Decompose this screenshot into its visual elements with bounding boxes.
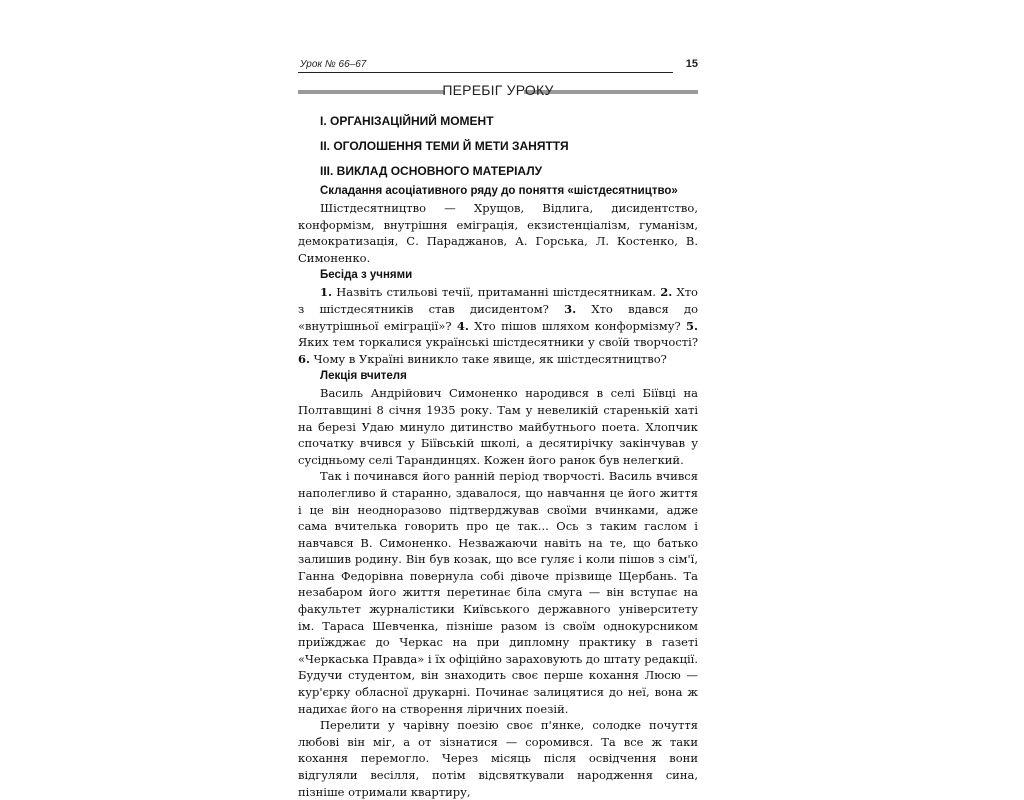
associative-paragraph: Шістдесятництво — Хрущов, Відлига, дисидентство, конформізм, внутрішня еміграція, екзистенціалізм, гуманізм, демократизація, С. Параджанов, А. Горська, Л. Костенко, В. Симоненко.: [298, 201, 698, 265]
conversation-heading: Бесіда з учнями: [320, 269, 413, 282]
question-number: 1.: [320, 285, 333, 300]
book-page: [298, 55, 698, 800]
question-number: 3.: [564, 301, 577, 316]
question-number: 2.: [660, 285, 673, 300]
associative-heading: Складання асоціативного ряду до поняття «шістдесятництво»: [320, 185, 678, 197]
running-head: [298, 55, 698, 75]
section-banner: [298, 81, 698, 101]
lecture-paragraph: Так і починався його ранній період творчості. Василь вчився наполегливо й старанно, здавалося, що навчання це його життя і це він неодноразово підтверджував своїми вчинками, адже сама вчителька говорить про це так... Ось з таким гаслом і навчався В. Симоненко. Незважаючи навіть на те, що батько залишив родину. Він був козак, що все гуляє і коли пішов з сім'ї, Ганна Федорівна повернула собі дівоче прізвище Щербань. Та незабаром його життя перетинає біла смуга — він вступає на факультет журналістики Київського державного університету ім. Тараса Шевченка, пізніше разом із своїм однокурсником приїжджає до Черкас на при дипломну практику в газеті «Черкаська Правда» і їх офіційно зараховують до штату редакції. Будучи студентом, він знаходить своє перше кохання Люсю — кур'єрку обласної друкарні. Починає залицятися до неї, вона ж надихає його на створення ліричних поезій.: [298, 469, 698, 716]
question-text: Яких тем торкалися українські шістдесятники у своїй творчості?: [298, 335, 698, 350]
banner-title: ПЕРЕБІГ УРОКУ: [442, 82, 554, 98]
question-text: Назвіть стильові течії, притаманні шістдесятникам.: [332, 285, 661, 300]
question-text: Хто пішов шляхом конформізму?: [468, 318, 686, 333]
section-heading-main-material: ІІІ. ВИКЛАД ОСНОВНОГО МАТЕРІАЛУ: [320, 164, 543, 178]
header-rule: [298, 72, 673, 73]
page-number: 15: [685, 58, 698, 70]
lecture-paragraph: Перелити у чарівну поезію своє п'янке, солодке почуття любові він міг, а от зізнатися — соромився. Та все ж таки кохання перемогло. Через місяць після освідчення вони відгуляли весілля, потім відсвяткували народження сина, пізніше отримали квартиру,: [298, 718, 698, 799]
question-number: 6.: [298, 351, 311, 366]
lecture-paragraph: Василь Андрійович Симоненко народився в селі Біївці на Полтавщині 8 січня 1935 року. Там у невеликій старенькій хаті на березі Удаю минуло дитинство майбутнього поета. Хлопчик спочатку вчився у Біївській школі, а десятирічку закінчував у сусідньому селі Тарандинцях. Кожен його ранок був нелегкий.: [298, 386, 698, 467]
section-heading-organizational: І. ОРГАНІЗАЦІЙНИЙ МОМЕНТ: [320, 114, 494, 128]
question-text: Хто вдався до «внутрішньої еміграції»?: [298, 301, 698, 333]
running-title: Урок № 66–67: [300, 59, 367, 70]
question-number: 4.: [456, 318, 469, 333]
question-text: Чому в Україні виникло таке явище, як шістдесятництво?: [310, 351, 667, 366]
section-heading-topic: ІІ. ОГОЛОШЕННЯ ТЕМИ Й МЕТИ ЗАНЯТТЯ: [320, 139, 569, 153]
lecture-heading: Лекція вчителя: [320, 370, 407, 383]
conversation-questions: [298, 284, 698, 367]
question-text: Хто з шістдесятників став дисидентом?: [298, 285, 698, 316]
question-number: 5.: [686, 318, 699, 333]
